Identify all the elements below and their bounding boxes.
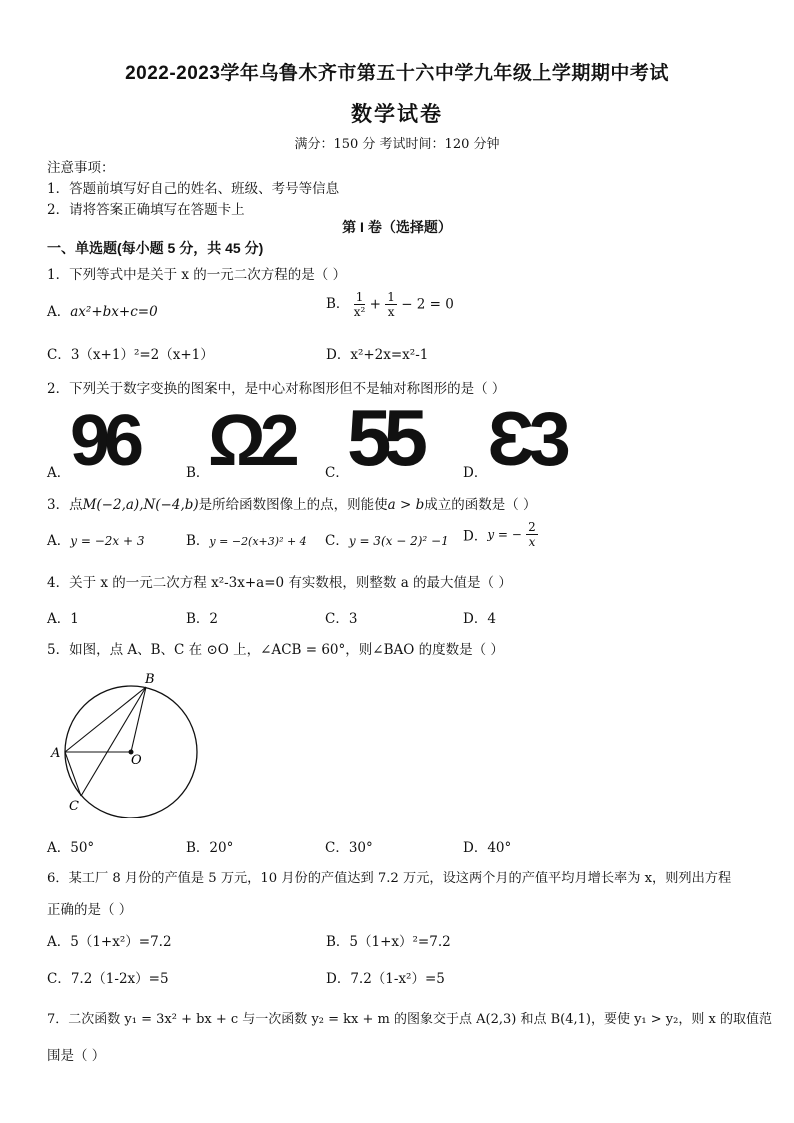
q5-option-c: C．30° [325, 840, 373, 856]
q2-b-label: B． [186, 465, 210, 481]
q3-points: M(−2,a),N(−4,b) [82, 497, 199, 513]
volume-heading: 第 I 卷（选择题） [342, 219, 452, 235]
q1-option-c [47, 343, 214, 363]
q2-c-figure: 55 [347, 393, 420, 482]
exam-meta: 满分：150 分 考试时间：120 分钟 [294, 137, 500, 152]
q1-b-label: B． [326, 296, 350, 312]
q5-line-bc [81, 687, 146, 796]
q1-b-frac2 [385, 290, 397, 319]
q5-label-c: C [69, 799, 79, 814]
q6-option-d: D．7.2（1-x²）=5 [326, 971, 445, 987]
q3-d-den: x [528, 535, 536, 549]
q6-option-c: C．7.2（1-2x）=5 [47, 971, 169, 987]
q5-label-a: A [51, 746, 61, 761]
q3-stem-post: 成立的函数是（ ） [424, 497, 537, 513]
q1-b-tail: − 2 = 0 [401, 296, 454, 313]
q3-stem-pre: 3．点 [47, 497, 83, 513]
q2-a-label: A． [47, 465, 71, 481]
q3-option-d [463, 520, 538, 549]
q3-d-label: D． [463, 528, 488, 545]
q1-c-text: 3（x+1）²=2（x+1） [70, 347, 214, 363]
notes-item-2: 2．请将答案正确填写在答题卡上 [47, 202, 245, 218]
q6-stem-line1: 6．某工厂 8 月份的产值是 5 万元，10 月份的产值达到 7.2 万元，设这两个月的产值平均月增长率为 x，则列出方程 [47, 871, 732, 886]
q3-b-text: y = −2(x+3)² + 4 [209, 535, 307, 548]
q1-a-text: ax²+bx+c=0 [70, 304, 158, 320]
q6-stem-line2: 正确的是（ ） [47, 902, 133, 918]
q5-label-o: O [131, 753, 142, 768]
q3-d-frac [526, 520, 538, 549]
q4-stem: 4．关于 x 的一元二次方程 x²-3x+a=0 有实数根，则整数 a 的最大值是（ ） [47, 575, 512, 591]
q6-option-a: A．5（1+x²）=7.2 [47, 934, 172, 950]
q3-stem-mid: 是所给函数图像上的点，则能使 [198, 497, 388, 513]
q2-stem: 2．下列关于数字变换的图案中，是中心对称图形但不是轴对称图形的是（ ） [47, 381, 506, 397]
section-heading: 一、单选题(每小题 5 分，共 45 分) [47, 240, 264, 256]
q3-b-label: B． [186, 533, 210, 549]
q7-stem-line2: 围是（ ） [47, 1048, 106, 1064]
q7-stem-line1: 7．二次函数 y₁ = 3x² + bx + c 与一次函数 y₂ = kx + m 的图象交于点 A(2,3) 和点 B(4,1)，要使 y₁ > y₂，则 x 的取值范 [47, 1012, 772, 1027]
q1-b-num1: 1 [355, 290, 364, 304]
q6-option-b: B．5（1+x）²=7.2 [326, 934, 451, 950]
q3-c-label: C． [325, 533, 349, 549]
q5-line-ac [65, 752, 81, 796]
q1-c-label: C． [47, 347, 71, 363]
q4-option-c: C．3 [325, 611, 358, 627]
q3-cond: a > b [387, 497, 425, 513]
q1-b-frac1 [354, 290, 366, 319]
q1-stem: 1．下列等式中是关于 x 的一元二次方程的是（ ） [47, 267, 347, 283]
q1-option-b: B． $\frac{1}{\text{x²}}$ + $\frac{1}{x}$ − 2 = 0 [326, 290, 454, 319]
q2-d-figure: Ɛ3 [487, 397, 565, 482]
q3-a-text: y = −2x + 3 [70, 534, 145, 548]
q1-b-num2: 1 [387, 290, 395, 304]
q4-option-b: B．2 [186, 611, 219, 627]
q1-option-d [326, 343, 428, 363]
q5-option-d: D．40° [463, 840, 512, 856]
q1-b-den2: x [387, 305, 395, 319]
q3-stem [47, 493, 537, 513]
q1-a-label: A． [47, 304, 71, 320]
q1-d-text: x²+2x=x²-1 [350, 347, 429, 363]
q3-option-a [47, 529, 145, 549]
exam-subtitle: 数学试卷 [351, 103, 443, 126]
q4-option-d: D．4 [463, 611, 496, 627]
q3-option-b [186, 529, 307, 549]
q5-label-b: B [145, 672, 155, 687]
exam-title: 2022-2023学年乌鲁木齐市第五十六中学九年级上学期期中考试 [125, 63, 669, 84]
q5-option-a: A．50° [47, 840, 95, 856]
q2-a-figure: 96 [70, 401, 139, 481]
notes-heading: 注意事项： [47, 160, 115, 176]
q3-d-pre: y = − [487, 527, 522, 542]
q5-circle-figure [45, 668, 225, 818]
q5-option-b: B．20° [186, 840, 234, 856]
q1-b-den1: x² [353, 305, 366, 319]
q2-d-label: D． [463, 465, 488, 481]
q5-stem: 5．如图，点 A、B、C 在 ⊙O 上，∠ACB = 60°，则∠BAO 的度数是（ ） [47, 642, 504, 658]
q4-option-a: A．1 [47, 611, 79, 627]
q3-option-c [325, 529, 449, 549]
q2-c-label: C． [325, 465, 349, 481]
q3-c-text: y = 3(x − 2)² −1 [348, 534, 449, 548]
q2-b-figure: Ω2 [208, 401, 294, 481]
notes-item-1: 1．答题前填写好自己的姓名、班级、考号等信息 [47, 181, 340, 197]
q5-line-ab [65, 687, 146, 752]
q1-option-a [47, 300, 158, 320]
q3-d-num: 2 [528, 520, 536, 534]
q1-d-label: D． [326, 347, 351, 363]
q3-a-label: A． [47, 533, 71, 549]
